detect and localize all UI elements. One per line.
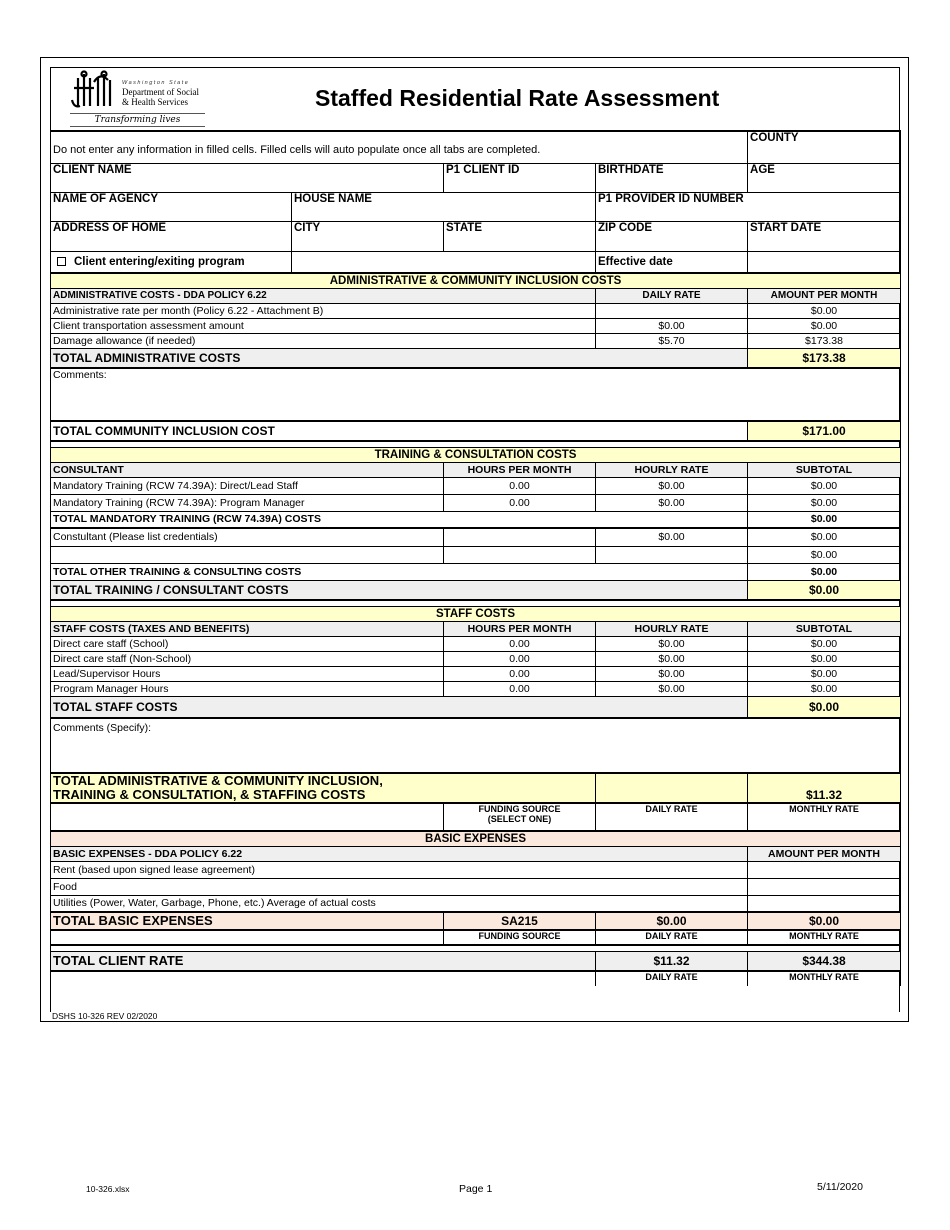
- form-number: DSHS 10-326 REV 02/2020: [52, 1011, 158, 1021]
- funding-source-caption-line-2: (SELECT ONE): [487, 814, 552, 824]
- logo-dept-line-1: Department of Social: [122, 87, 199, 97]
- training-col-hours: HOURS PER MONTH: [444, 462, 596, 477]
- basic-funding-caption: FUNDING SOURCE: [444, 930, 596, 945]
- basic-daily-value: $0.00: [596, 912, 748, 930]
- training-row-hours[interactable]: 0.00: [444, 494, 596, 511]
- client-rate-daily: $11.32: [596, 951, 748, 971]
- dshs-logo: [70, 70, 205, 128]
- staff-row-label: Lead/Supervisor Hours: [51, 666, 444, 681]
- training-row-rate[interactable]: $0.00: [596, 477, 748, 494]
- basic-daily-caption: DAILY RATE: [596, 930, 748, 945]
- other-training-total-value: $0.00: [748, 563, 901, 580]
- admin-row: [51, 303, 901, 318]
- basic-row-label: Utilities (Power, Water, Garbage, Phone, etc.) Average of actual costs: [51, 895, 748, 912]
- grand-total-label-line-1: TOTAL ADMINISTRATIVE & COMMUNITY INCLUSION,: [53, 773, 383, 788]
- training-row-hours[interactable]: 0.00: [444, 477, 596, 494]
- birthdate-field[interactable]: BIRTHDATE: [596, 163, 748, 192]
- admin-row-daily[interactable]: [596, 303, 748, 318]
- training-row: [51, 494, 901, 511]
- agency-name-field[interactable]: NAME OF AGENCY: [51, 192, 292, 221]
- admin-row-month: $0.00: [748, 303, 901, 318]
- p1-client-id-field[interactable]: P1 CLIENT ID: [444, 163, 596, 192]
- ci-total-label: TOTAL COMMUNITY INCLUSION COST: [51, 421, 748, 441]
- basic-col-month: AMOUNT PER MONTH: [748, 846, 901, 861]
- training-row-subtotal: $0.00: [748, 494, 901, 511]
- training-total-label: TOTAL TRAINING / CONSULTANT COSTS: [51, 580, 748, 600]
- training-col-label: CONSULTANT: [51, 462, 444, 477]
- grand-daily-caption: DAILY RATE: [596, 803, 748, 831]
- basic-row-label: Rent (based upon signed lease agreement): [51, 861, 748, 878]
- logo-state-text: Washington State: [122, 80, 190, 86]
- client-entering-checkbox-row[interactable]: [51, 251, 292, 273]
- staff-section-title: STAFF COSTS: [51, 606, 901, 621]
- consultant-blank-hours[interactable]: [444, 546, 596, 563]
- footer-date: 5/11/2020: [817, 1181, 863, 1193]
- staff-row-rate[interactable]: $0.00: [596, 666, 748, 681]
- training-col-rate: HOURLY RATE: [596, 462, 748, 477]
- staff-row-subtotal: $0.00: [748, 651, 901, 666]
- staff-row: [51, 636, 901, 651]
- consultant-rate[interactable]: $0.00: [596, 528, 748, 546]
- staff-row-label: Program Manager Hours: [51, 681, 444, 696]
- staff-row-subtotal: $0.00: [748, 636, 901, 651]
- staff-row-subtotal: $0.00: [748, 666, 901, 681]
- grand-total-label: [51, 773, 596, 803]
- consultant-blank-subtotal: $0.00: [748, 546, 901, 563]
- admin-col-month: AMOUNT PER MONTH: [748, 288, 901, 303]
- grand-funding-source-caption: [444, 803, 596, 831]
- staff-row: [51, 651, 901, 666]
- client-rate-daily-caption: DAILY RATE: [596, 971, 748, 986]
- staff-row-hours[interactable]: 0.00: [444, 681, 596, 696]
- logo-dept-text: [122, 87, 199, 107]
- dshs-logo-icon: [70, 70, 120, 112]
- ci-total-value: $171.00: [748, 421, 901, 441]
- basic-funding-value: SA215: [444, 912, 596, 930]
- basic-section-title: BASIC EXPENSES: [51, 831, 901, 846]
- training-total-value: $0.00: [748, 580, 901, 600]
- client-rate-label: TOTAL CLIENT RATE: [51, 951, 596, 971]
- form-header: [50, 67, 900, 130]
- checkbox-icon[interactable]: [57, 257, 66, 266]
- funding-source-caption-line-1: FUNDING SOURCE: [478, 804, 561, 814]
- client-rate-monthly: $344.38: [748, 951, 901, 971]
- client-name-field[interactable]: CLIENT NAME: [51, 163, 444, 192]
- city-field[interactable]: CITY: [292, 221, 444, 251]
- notice-text: Do not enter any information in filled cells. Filled cells will auto populate once all tabs are completed.: [51, 131, 748, 163]
- staff-row-rate[interactable]: $0.00: [596, 681, 748, 696]
- consultant-hours[interactable]: [444, 528, 596, 546]
- admin-comments[interactable]: Comments:: [51, 368, 901, 421]
- admin-total-value: $173.38: [748, 348, 901, 368]
- logo-tagline: Transforming lives: [70, 113, 205, 127]
- other-training-total-label: TOTAL OTHER TRAINING & CONSULTING COSTS: [51, 563, 748, 580]
- basic-row-amount[interactable]: [748, 861, 901, 878]
- admin-row-label: Administrative rate per month (Policy 6.22 - Attachment B): [51, 303, 596, 318]
- admin-col-label: ADMINISTRATIVE COSTS - DDA POLICY 6.22: [51, 288, 596, 303]
- staff-col-rate: HOURLY RATE: [596, 621, 748, 636]
- staff-row: [51, 681, 901, 696]
- p1-provider-id-field[interactable]: P1 PROVIDER ID NUMBER: [596, 192, 901, 221]
- training-row: [51, 477, 901, 494]
- grand-total-label-line-2: TRAINING & CONSULTATION, & STAFFING COSTS: [53, 787, 366, 802]
- house-name-field[interactable]: HOUSE NAME: [292, 192, 596, 221]
- training-col-subtotal: SUBTOTAL: [748, 462, 901, 477]
- training-row-subtotal: $0.00: [748, 477, 901, 494]
- effective-date-label: Effective date: [596, 251, 748, 273]
- basic-total-label: TOTAL BASIC EXPENSES: [51, 912, 444, 930]
- county-label: COUNTY: [748, 131, 901, 163]
- training-row-label: Mandatory Training (RCW 74.39A): Program Manager: [51, 494, 444, 511]
- admin-row-daily[interactable]: $0.00: [596, 318, 748, 333]
- basic-monthly-value: $0.00: [748, 912, 901, 930]
- admin-row-label: Client transportation assessment amount: [51, 318, 596, 333]
- effective-date-input[interactable]: [748, 251, 901, 273]
- staff-row-hours[interactable]: 0.00: [444, 636, 596, 651]
- staff-row-rate[interactable]: $0.00: [596, 636, 748, 651]
- staff-col-label: STAFF COSTS (TAXES AND BENEFITS): [51, 621, 444, 636]
- basic-row: [51, 861, 901, 878]
- staff-total-label: TOTAL STAFF COSTS: [51, 696, 748, 718]
- staff-comments[interactable]: Comments (Specify):: [51, 718, 901, 773]
- basic-row: [51, 878, 901, 895]
- staff-row: [51, 666, 901, 681]
- footer-page-number: Page 1: [459, 1183, 493, 1195]
- footer-filename: 10-326.xlsx: [86, 1184, 130, 1194]
- start-date-field[interactable]: START DATE: [748, 221, 901, 251]
- admin-row-label: Damage allowance (if needed): [51, 333, 596, 348]
- zip-code-field[interactable]: ZIP CODE: [596, 221, 748, 251]
- consultant-blank-rate[interactable]: [596, 546, 748, 563]
- basic-col-label: BASIC EXPENSES - DDA POLICY 6.22: [51, 846, 748, 861]
- address-field[interactable]: ADDRESS OF HOME: [51, 221, 292, 251]
- admin-row-month: $173.38: [748, 333, 901, 348]
- mandatory-total-label: TOTAL MANDATORY TRAINING (RCW 74.39A) COSTS: [51, 511, 748, 528]
- admin-row: [51, 318, 901, 333]
- basic-row-label: Food: [51, 878, 748, 895]
- admin-row-month: $0.00: [748, 318, 901, 333]
- basic-row-amount[interactable]: [748, 878, 901, 895]
- staff-total-value: $0.00: [748, 696, 901, 718]
- training-row-rate[interactable]: $0.00: [596, 494, 748, 511]
- staff-row-hours[interactable]: 0.00: [444, 651, 596, 666]
- basic-row: [51, 895, 901, 912]
- admin-col-daily: DAILY RATE: [596, 288, 748, 303]
- grand-monthly-caption: MONTHLY RATE: [748, 803, 901, 831]
- staff-row-rate[interactable]: $0.00: [596, 651, 748, 666]
- age-field: AGE: [748, 163, 901, 192]
- consultant-blank-label[interactable]: [51, 546, 444, 563]
- mandatory-total-value: $0.00: [748, 511, 901, 528]
- staff-row-label: Direct care staff (School): [51, 636, 444, 651]
- training-section-title: TRAINING & CONSULTATION COSTS: [51, 447, 901, 462]
- grand-funding-source-select[interactable]: [596, 773, 748, 803]
- basic-row-amount[interactable]: [748, 895, 901, 912]
- consultant-subtotal: $0.00: [748, 528, 901, 546]
- staff-row-subtotal: $0.00: [748, 681, 901, 696]
- grand-daily-value: $11.32: [748, 773, 901, 803]
- logo-dept-line-2: & Health Services: [122, 97, 188, 107]
- page-title: Staffed Residential Rate Assessment: [315, 85, 720, 111]
- state-field[interactable]: STATE: [444, 221, 596, 251]
- staff-row-hours[interactable]: 0.00: [444, 666, 596, 681]
- admin-row-daily[interactable]: $5.70: [596, 333, 748, 348]
- staff-row-label: Direct care staff (Non-School): [51, 651, 444, 666]
- basic-monthly-caption: MONTHLY RATE: [748, 930, 901, 945]
- staff-col-subtotal: SUBTOTAL: [748, 621, 901, 636]
- admin-total-label: TOTAL ADMINISTRATIVE COSTS: [51, 348, 748, 368]
- client-entering-label: Client entering/exiting program: [74, 255, 245, 268]
- admin-row: [51, 333, 901, 348]
- consultant-label: Constultant (Please list credentials): [51, 528, 444, 546]
- staff-col-hours: HOURS PER MONTH: [444, 621, 596, 636]
- client-rate-monthly-caption: MONTHLY RATE: [748, 971, 901, 986]
- training-row-label: Mandatory Training (RCW 74.39A): Direct/Lead Staff: [51, 477, 444, 494]
- admin-section-title: ADMINISTRATIVE & COMMUNITY INCLUSION COSTS: [51, 273, 901, 288]
- rate-assessment-table: [50, 130, 901, 986]
